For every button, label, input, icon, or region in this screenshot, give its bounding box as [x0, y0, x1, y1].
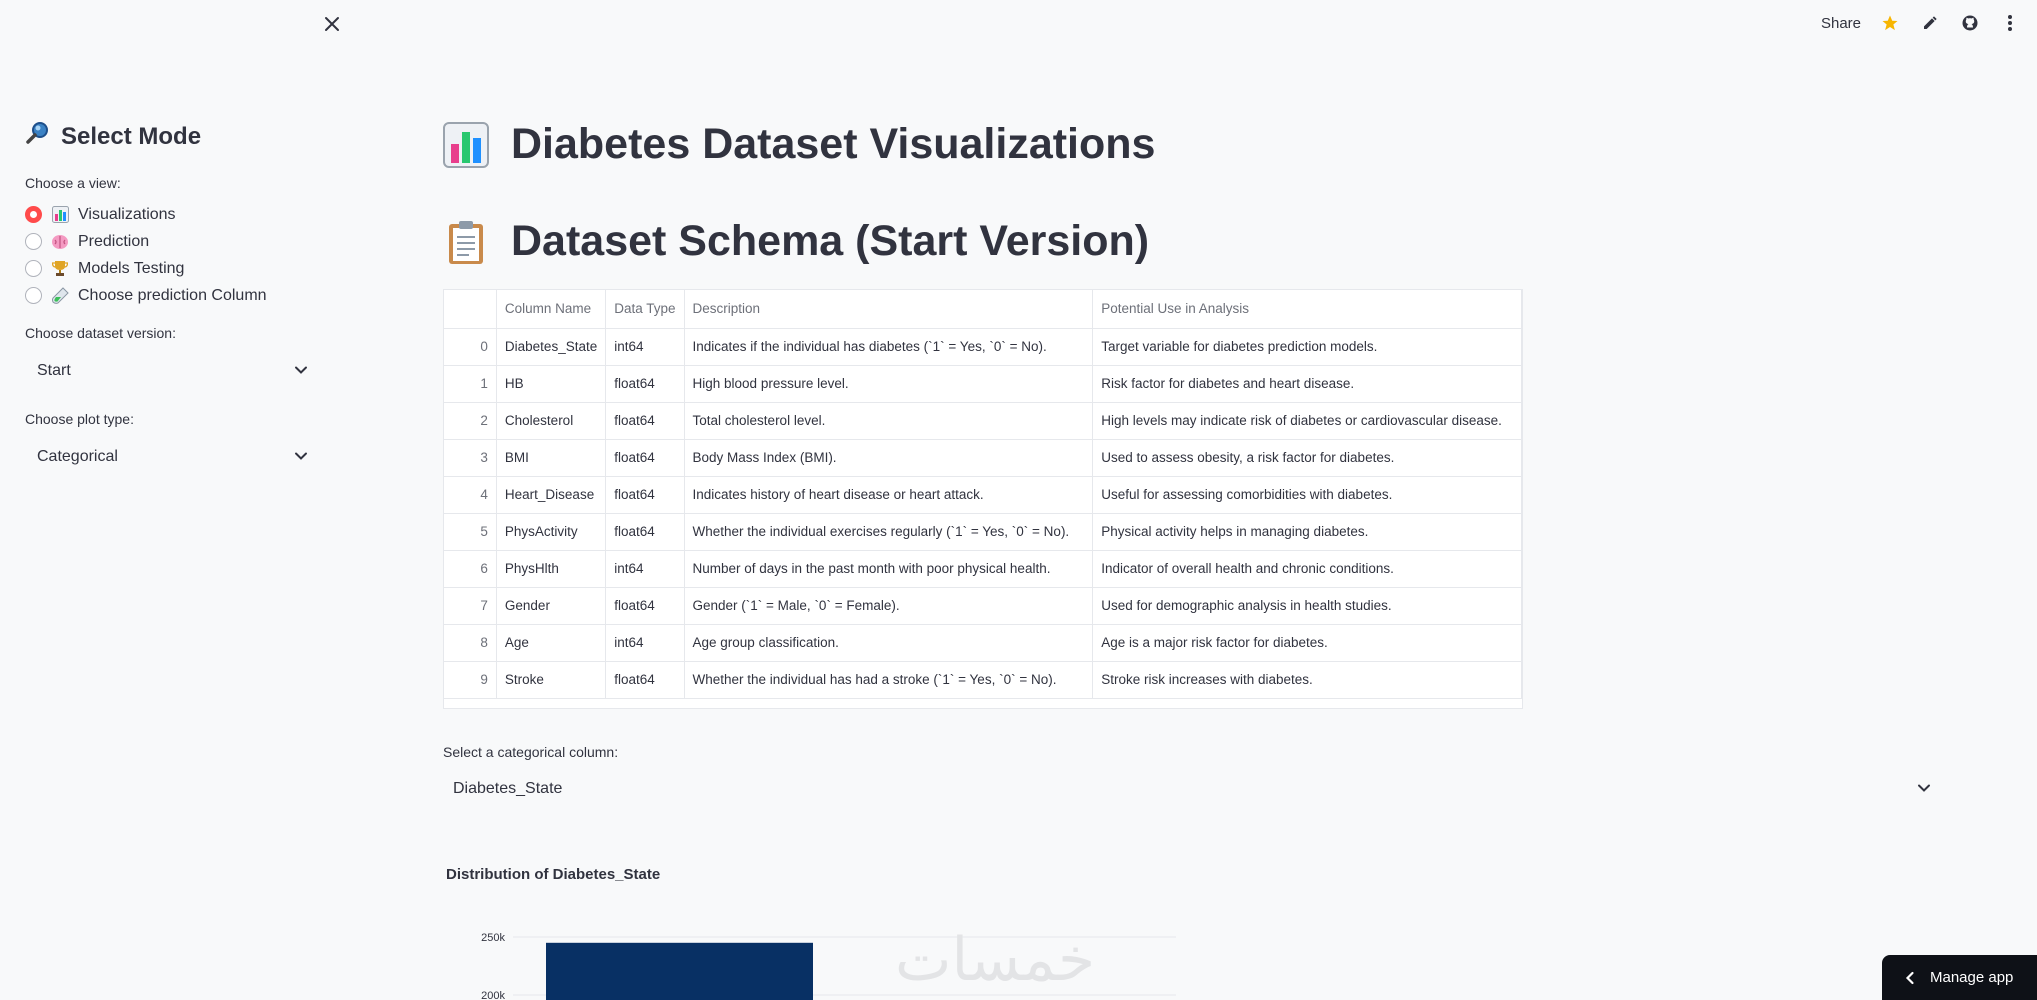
radio-label: Visualizations [78, 205, 176, 223]
schema-table[interactable] [443, 289, 1523, 709]
table-cell[interactable]: Used for demographic analysis in health studies. [1093, 587, 1522, 624]
row-index-cell[interactable]: 4 [444, 476, 496, 513]
table-header-row [444, 290, 1522, 328]
table-cell[interactable]: Gender (`1` = Male, `0` = Female). [684, 587, 1093, 624]
y-tick-label: 200k [481, 990, 505, 1000]
sidebar-title-text: Select Mode [61, 122, 202, 150]
table-cell[interactable]: High levels may indicate risk of diabetes or cardiovascular disease. [1093, 402, 1522, 439]
schema-table-grid [444, 290, 1522, 699]
clipboard-icon [443, 219, 489, 265]
table-cell[interactable]: int64 [606, 328, 684, 365]
table-cell[interactable]: Cholesterol [496, 402, 605, 439]
chevron-left-icon [1904, 971, 1916, 985]
sidebar [0, 0, 340, 1000]
row-index-cell[interactable]: 3 [444, 439, 496, 476]
github-icon[interactable] [1959, 12, 1981, 34]
row-index-cell[interactable]: 9 [444, 661, 496, 698]
plot-type-select-value: Categorical [37, 448, 118, 465]
table-header-cell[interactable]: Data Type [606, 290, 684, 328]
table-cell[interactable]: Diabetes_State [496, 328, 605, 365]
radio-indicator[interactable] [25, 260, 42, 277]
table-row[interactable] [444, 402, 1522, 439]
table-cell[interactable]: Number of days in the past month with poor physical health. [684, 550, 1093, 587]
table-cell[interactable]: Physical activity helps in managing diabetes. [1093, 513, 1522, 550]
row-index-cell[interactable]: 7 [444, 587, 496, 624]
table-cell[interactable]: float64 [606, 439, 684, 476]
row-index-cell[interactable]: 6 [444, 550, 496, 587]
table-cell[interactable]: Indicator of overall health and chronic conditions. [1093, 550, 1522, 587]
radio-label: Choose prediction Column [78, 286, 267, 304]
table-body [444, 328, 1522, 698]
chevron-down-icon [294, 363, 308, 382]
page-title [443, 120, 1155, 169]
table-cell[interactable]: Whether the individual exercises regularly (`1` = Yes, `0` = No). [684, 513, 1093, 550]
table-row[interactable] [444, 624, 1522, 661]
table-cell[interactable]: int64 [606, 550, 684, 587]
manage-app-button[interactable] [1882, 955, 2037, 1000]
table-cell[interactable]: Target variable for diabetes prediction models. [1093, 328, 1522, 365]
row-index-cell[interactable]: 1 [444, 365, 496, 402]
table-cell[interactable]: Heart_Disease [496, 476, 605, 513]
radio-label: Models Testing [78, 259, 185, 277]
radio-label: Prediction [78, 232, 150, 250]
table-cell[interactable]: Stroke [496, 661, 605, 698]
table-cell[interactable]: Risk factor for diabetes and heart disease. [1093, 365, 1522, 402]
table-header-cell[interactable] [444, 290, 496, 328]
categorical-column-value: Diabetes_State [453, 780, 563, 797]
table-cell[interactable]: PhysHlth [496, 550, 605, 587]
chart-title: Distribution of Diabetes_State [446, 866, 661, 883]
table-cell[interactable]: int64 [606, 624, 684, 661]
table-cell[interactable]: Total cholesterol level. [684, 402, 1093, 439]
table-cell[interactable]: PhysActivity [496, 513, 605, 550]
row-index-cell[interactable]: 8 [444, 624, 496, 661]
radio-indicator[interactable] [25, 287, 42, 304]
chevron-down-icon [294, 449, 308, 468]
magnifier-icon [25, 120, 51, 153]
bar [546, 943, 813, 1000]
radio-models-testing[interactable] [25, 255, 315, 282]
categorical-column-label: Select a categorical column: [443, 744, 619, 760]
table-row[interactable] [444, 365, 1522, 402]
table-cell[interactable]: Gender [496, 587, 605, 624]
table-cell[interactable]: High blood pressure level. [684, 365, 1093, 402]
test-tube-icon [51, 287, 69, 305]
table-cell[interactable]: Age [496, 624, 605, 661]
table-cell[interactable]: Stroke risk increases with diabetes. [1093, 661, 1522, 698]
y-tick-label: 250k [481, 932, 505, 944]
chevron-down-icon [1917, 781, 1931, 800]
table-cell[interactable]: float64 [606, 476, 684, 513]
radio-choose-prediction-column[interactable] [25, 282, 315, 309]
plot-type-select[interactable] [25, 437, 320, 477]
table-cell[interactable]: Indicates history of heart disease or heart attack. [684, 476, 1093, 513]
categorical-column-select[interactable] [443, 769, 1943, 809]
table-row[interactable] [444, 439, 1522, 476]
version-select[interactable] [25, 351, 320, 391]
page-title-text: Diabetes Dataset Visualizations [511, 120, 1156, 168]
more-menu-icon[interactable] [1999, 12, 2021, 34]
row-index-cell[interactable]: 2 [444, 402, 496, 439]
watermark: خمسات [895, 925, 1096, 995]
table-cell[interactable]: Useful for assessing comorbidities with diabetes. [1093, 476, 1522, 513]
table-cell[interactable]: Age is a major risk factor for diabetes. [1093, 624, 1522, 661]
table-cell[interactable]: Used to assess obesity, a risk factor for diabetes. [1093, 439, 1522, 476]
trophy-icon [51, 260, 69, 278]
radio-indicator[interactable] [25, 206, 42, 223]
table-row[interactable] [444, 513, 1522, 550]
table-header-cell[interactable]: Description [684, 290, 1093, 328]
table-cell[interactable]: HB [496, 365, 605, 402]
edit-icon[interactable] [1919, 12, 1941, 34]
table-cell[interactable]: Body Mass Index (BMI). [684, 439, 1093, 476]
row-index-cell[interactable]: 0 [444, 328, 496, 365]
bar-chart-icon [51, 206, 69, 224]
view-label: Choose a view: [25, 175, 121, 191]
view-radio-group [25, 201, 315, 309]
table-cell[interactable]: Indicates if the individual has diabetes (`1` = Yes, `0` = No). [684, 328, 1093, 365]
brain-icon [51, 233, 69, 251]
plot-type-label: Choose plot type: [25, 411, 134, 427]
sidebar-title [25, 120, 315, 153]
radio-visualizations[interactable] [25, 201, 315, 228]
table-cell[interactable]: float64 [606, 587, 684, 624]
table-row[interactable] [444, 661, 1522, 698]
manage-app-label: Manage app [1930, 969, 2014, 986]
table-row[interactable] [444, 328, 1522, 365]
schema-title-text: Dataset Schema (Start Version) [511, 217, 1150, 265]
version-label: Choose dataset version: [25, 325, 176, 341]
version-select-value: Start [37, 362, 71, 379]
table-cell[interactable]: Age group classification. [684, 624, 1093, 661]
star-icon[interactable] [1879, 12, 1901, 34]
table-cell[interactable]: BMI [496, 439, 605, 476]
table-header-cell[interactable]: Column Name [496, 290, 605, 328]
table-row[interactable] [444, 550, 1522, 587]
radio-indicator[interactable] [25, 233, 42, 250]
top-actions [1821, 12, 2021, 34]
table-cell[interactable]: Whether the individual has had a stroke (`1` = Yes, `0` = No). [684, 661, 1093, 698]
row-index-cell[interactable]: 5 [444, 513, 496, 550]
radio-prediction[interactable] [25, 228, 315, 255]
schema-title [443, 217, 1149, 266]
table-cell[interactable]: float64 [606, 513, 684, 550]
bar-chart-icon [443, 122, 489, 168]
table-row[interactable] [444, 587, 1522, 624]
table-cell[interactable]: float64 [606, 365, 684, 402]
table-row[interactable] [444, 476, 1522, 513]
table-cell[interactable]: float64 [606, 402, 684, 439]
table-cell[interactable]: float64 [606, 661, 684, 698]
share-button[interactable]: Share [1820, 14, 1861, 32]
table-header-cell[interactable]: Potential Use in Analysis [1093, 290, 1522, 328]
